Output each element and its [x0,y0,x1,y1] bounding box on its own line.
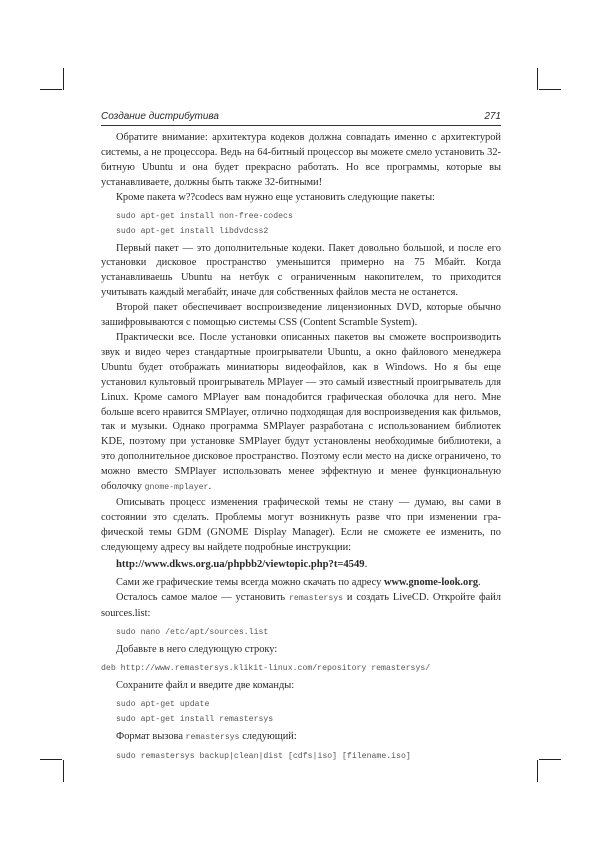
paragraph: Осталось самое малое — установить remastersys и создать LiveCD. Откройте файл sources.list: [101,592,501,620]
paragraph: Кроме пакета w??codecs вам нужно еще установить следующие пакеты: [116,191,435,203]
crop-mark [539,89,561,90]
code-line: sudo apt-get install non-free-codecs [116,211,293,221]
paragraph: Добавьте в него следующую строку: [116,644,278,656]
crop-mark [537,760,538,782]
paragraph: Сохраните файл и введите две команды: [116,680,295,692]
header-rule [101,125,501,126]
paragraph: Формат вызова remastersys следующий: [116,731,297,742]
inline-code: remastersys [289,594,344,604]
code-line: sudo apt-get update [116,700,210,709]
site-link[interactable]: www.gnome-look.org [383,577,479,589]
code-line: deb http://www.remastersys.klikit-linux.com/repository remastersys/ [101,664,431,674]
paragraph: Практически все. После установки описанных пакетов вы сможете воспроизводить звук и видео через стандартные проигрыватели Ubuntu, а окно файлового менеджера Ubuntu будет отображать миниатюры видеофайлов, как в Windows. Но я бы еще установил культовый проигрыватель MPlayer — это самый известный проигрыватель для Linux. Кроме самого MPlayer вам понадобится графическая оболочка для него. Мне больше всего нравится SMPlayer, отлично подходящая для воспроизведения как фильмов, так и музыки. Однако программа SMPlayer разработана с использованием библиотек KDE, поэтому при установке SMPlayer будут установлены необходимые библиотеки, а это дополнительное дисковое пространство. Поэтому если место на диске ограничено, то можно вместо SMPlayer использовать менее эффектную и менее функциональную оболочку gnome-mplayer. [101,331,501,493]
crop-mark [537,68,538,90]
page-body [101,131,501,764]
paragraph: Обратите внимание: архитектура кодеков должна совпадать именно с архитектурой системы, а не процессора. Ведь на 64-битный процессор вы можете смело установить 32-битную Ubuntu и она будет прекрасно работать. Но все программы, которые вы устанавливаете, должны быть также 32-битными! [101,132,501,188]
code-line: sudo apt-get install remastersys [116,715,274,724]
paragraph: Описывать процесс изменения графической темы не стану — думаю, вы сами в состоянии это сделать. Проблемы могут возникнуть разве что при изменении графической темы GDM (GNOME Display Manager). Если не сможете ее изменить, по следующему адресу вы найдете подробные инструкции: [101,496,501,553]
code-line: sudo apt-get install libdvdcss2 [116,226,269,236]
page-number: 271 [484,111,501,122]
crop-mark [40,89,62,90]
url-link[interactable]: http://www.dkws.org.ua/phpbb2/viewtopic.php?t=4549 [116,558,365,570]
crop-mark [63,68,64,90]
paragraph: Сами же графические темы всегда можно скачать по адресу www.gnome-look.org. [116,577,481,589]
url-line: http://www.dkws.org.ua/phpbb2/viewtopic.php?t=4549. [116,558,368,570]
crop-mark [40,759,62,760]
paragraph: Второй пакет обеспечивает воспроизведение лицензионных DVD, которые обычно зашифровываются с помощью системы CSS (Content Scramble System). [101,302,501,329]
crop-mark [63,760,64,782]
header-title: Создание дистрибутива [101,111,219,122]
crop-mark [539,759,561,760]
inline-code: remastersys [185,733,240,742]
paragraph: Первый пакет — это дополнительные кодеки. Пакет довольно большой, и после его установки дисковое пространство уменьшится примерно на 75 Мбайт. Когда устанавливаешь Ubuntu на нетбук с ограниченным накопителем, то приходится учитывать каждый мегабайт, иначе для собственных файлов места не останется. [101,242,501,299]
code-line: sudo nano /etc/apt/sources.list [116,628,269,638]
code-line: sudo remastersys backup|clean|dist [cdfs|iso] [filename.iso] [116,751,411,761]
inline-code: gnome-mplayer [144,483,209,493]
running-header [101,111,501,125]
